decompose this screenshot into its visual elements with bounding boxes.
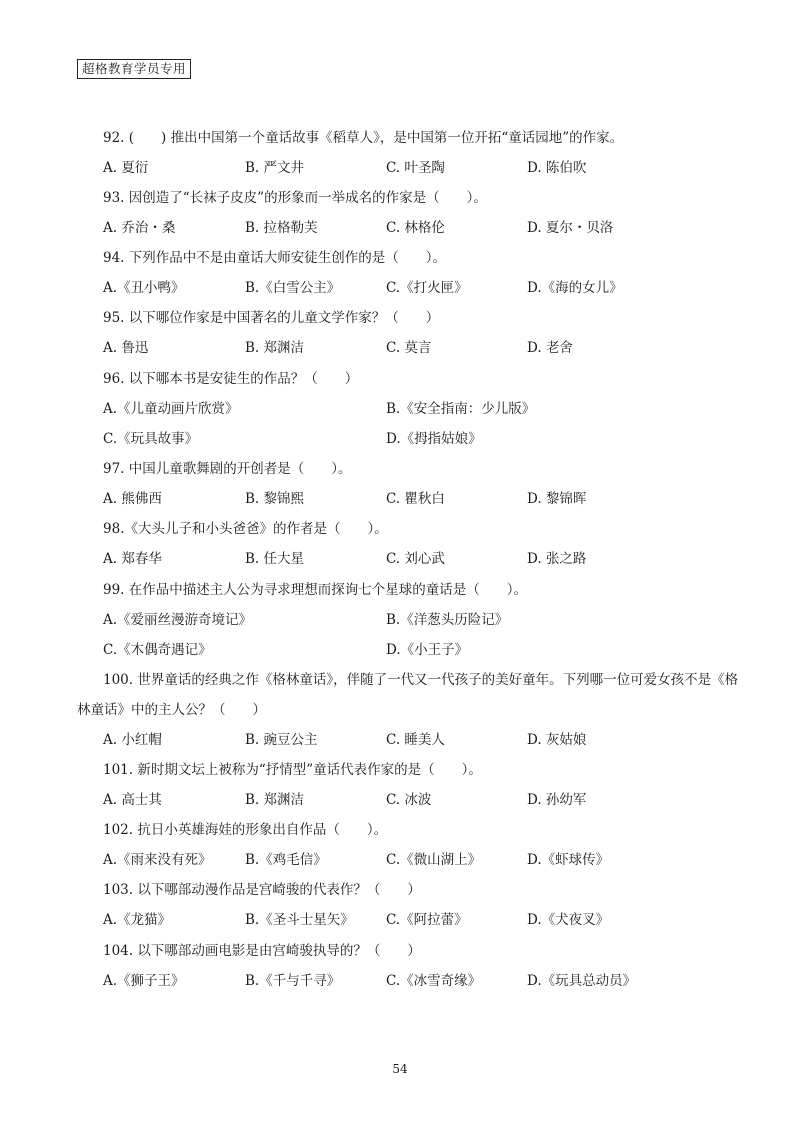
option-b[interactable]: B. 郑渊洁 <box>245 340 305 356</box>
option-b[interactable]: B. 严文井 <box>245 160 305 176</box>
option-a[interactable]: A. 高士其 <box>103 792 162 808</box>
header-badge: 超格教育学员专用 <box>77 59 191 79</box>
option-c[interactable]: C. 瞿秋白 <box>386 491 445 507</box>
option-b[interactable]: B.《鸡毛信》 <box>245 852 327 868</box>
option-b[interactable]: B. 郑渊洁 <box>245 792 305 808</box>
option-a[interactable]: A. 鲁迅 <box>103 340 149 356</box>
question-100-stem: 100. 世界童话的经典之作《格林童话》，伴随了一代又一代孩子的美好童年。下列哪一位可爱女孩不是《格 <box>103 672 739 688</box>
option-d[interactable]: D.《拇指姑娘》 <box>386 431 482 447</box>
option-a[interactable]: A. 小红帽 <box>103 732 162 748</box>
question-101-stem: 101. 新时期文坛上被称为“抒情型”童话代表作家的是（ ）。 <box>103 762 482 778</box>
option-d[interactable]: D.《海的女儿》 <box>527 280 623 296</box>
option-c[interactable]: C. 林格伦 <box>386 220 445 236</box>
option-c[interactable]: C. 莫言 <box>386 340 432 356</box>
option-c[interactable]: C.《木偶奇遇记》 <box>103 642 212 658</box>
option-b[interactable]: B.《洋葱头历险记》 <box>386 612 509 628</box>
option-c[interactable]: C. 刘心武 <box>386 551 445 567</box>
question-98-stem: 98.《大头儿子和小头爸爸》的作者是（ ）。 <box>103 521 388 537</box>
question-104-stem: 104. 以下哪部动画电影是由宫崎骏执导的？（ ） <box>103 943 421 959</box>
option-a[interactable]: A. 郑春华 <box>103 551 162 567</box>
question-92-stem: 92. ( ) 推出中国第一个童话故事《稻草人》，是中国第一位开拓“童话园地”的作家。 <box>103 130 624 146</box>
option-d[interactable]: D. 黎锦晖 <box>527 491 587 507</box>
question-95-stem: 95. 以下哪位作家是中国著名的儿童文学作家？（ ） <box>103 310 440 326</box>
option-c[interactable]: C.《微山湖上》 <box>386 852 482 868</box>
option-c[interactable]: C.《打火匣》 <box>386 280 468 296</box>
question-94-stem: 94. 下列作品中不是由童话大师安徒生创作的是（ ）。 <box>103 250 447 266</box>
option-b[interactable]: B. 豌豆公主 <box>245 732 318 748</box>
option-c[interactable]: C.《玩具故事》 <box>103 431 199 447</box>
option-a[interactable]: A.《爱丽丝漫游奇境记》 <box>103 612 253 628</box>
option-a[interactable]: A.《狮子王》 <box>103 973 185 989</box>
option-c[interactable]: C. 睡美人 <box>386 732 445 748</box>
option-b[interactable]: B.《白雪公主》 <box>245 280 341 296</box>
option-a[interactable]: A.《龙猫》 <box>103 912 172 928</box>
question-100-stem-continued: 林童话》中的主人公？（ ） <box>77 702 266 718</box>
option-a[interactable]: A.《雨来没有死》 <box>103 852 212 868</box>
question-103-stem: 103. 以下哪部动漫作品是宫崎骏的代表作？（ ） <box>103 882 421 898</box>
option-b[interactable]: B. 任大星 <box>245 551 305 567</box>
question-102-stem: 102. 抗日小英雄海娃的形象出自作品（ ）。 <box>103 822 388 838</box>
option-d[interactable]: D.《虾球传》 <box>527 852 610 868</box>
option-d[interactable]: D. 夏尔・贝洛 <box>527 220 614 236</box>
option-c[interactable]: C. 叶圣陶 <box>386 160 445 176</box>
question-97-stem: 97. 中国儿童歌舞剧的开创者是（ ）。 <box>103 461 352 477</box>
option-a[interactable]: A.《儿童动画片欣赏》 <box>103 401 239 417</box>
option-d[interactable]: D.《玩具总动员》 <box>527 973 637 989</box>
option-a[interactable]: A. 夏衍 <box>103 160 149 176</box>
option-a[interactable]: A.《丑小鸭》 <box>103 280 185 296</box>
question-99-stem: 99. 在作品中描述主人公为寻求理想而探询七个星球的童话是（ ）。 <box>103 582 528 598</box>
option-b[interactable]: B.《千与千寻》 <box>245 973 341 989</box>
option-b[interactable]: B. 黎锦熙 <box>245 491 305 507</box>
option-d[interactable]: D.《犬夜叉》 <box>527 912 610 928</box>
option-d[interactable]: D.《小王子》 <box>386 642 469 658</box>
option-b[interactable]: B. 拉格勒芙 <box>245 220 318 236</box>
option-a[interactable]: A. 熊佛西 <box>103 491 162 507</box>
option-d[interactable]: D. 孙幼军 <box>527 792 587 808</box>
question-96-stem: 96. 以下哪本书是安徒生的作品？（ ） <box>103 371 359 387</box>
option-b[interactable]: B.《安全指南：少儿版》 <box>386 401 536 417</box>
option-d[interactable]: D. 陈伯吹 <box>527 160 587 176</box>
question-93-stem: 93. 因创造了“长袜子皮皮”的形象而一举成名的作家是（ ）。 <box>103 190 487 206</box>
option-d[interactable]: D. 灰姑娘 <box>527 732 587 748</box>
page-number: 54 <box>392 1062 408 1076</box>
option-c[interactable]: C.《冰雪奇缘》 <box>386 973 482 989</box>
option-c[interactable]: C. 冰波 <box>386 792 432 808</box>
option-b[interactable]: B.《圣斗士星矢》 <box>245 912 354 928</box>
option-d[interactable]: D. 老舍 <box>527 340 573 356</box>
option-a[interactable]: A. 乔治・桑 <box>103 220 176 236</box>
option-c[interactable]: C.《阿拉蕾》 <box>386 912 468 928</box>
option-d[interactable]: D. 张之路 <box>527 551 587 567</box>
